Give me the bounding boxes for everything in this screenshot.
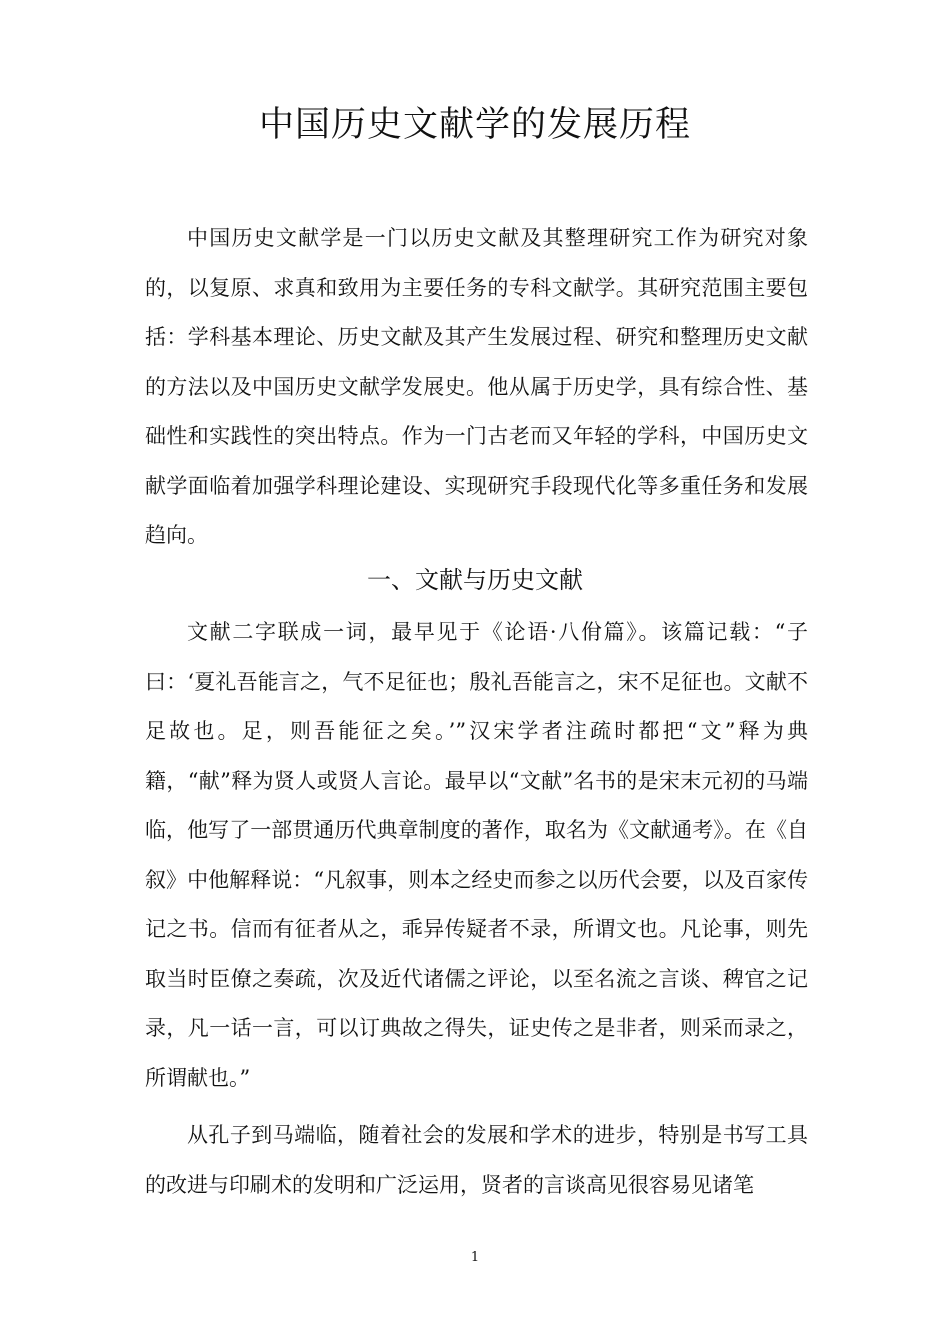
document-title: 中国历史文献学的发展历程	[258, 105, 691, 145]
wenxian-paragraph: 文献二字联成一词，最早见于《论语·八佾篇》。该篇记载：“子曰：‘夏礼吾能言之，气不足征也；殷礼吾能言之，宋不足征也。文献不足故也。足，则吾能征之矣。’”汉宋学者注疏时都把“文”释为典籍，“献”释为贤人或贤人言论。最早以“文献”名书的是宋末元初的马端临，他写了一部贯通历代典章制度的著作，取名为《文献通考》。在《自叙》中他解释说：“凡叙事，则本之经史而参之以历代会要，以及百家传记之书。信而有征者从之，乖异传疑者不录，所谓文也。凡论事，则先取当时臣僚之奏疏，次及近代诸儒之评论，以至名流之言谈、稗官之记录，凡一话一言，可以订典故之得失，证史传之是非者，则采而录之，所谓献也。”	[145, 620, 808, 1090]
kongzi-paragraph: 从孔子到马端临，随着社会的发展和学术的进步，特别是书写工具的改进与印刷术的发明和广泛运用，贤者的言谈高见很容易见诸笔	[145, 1123, 808, 1197]
page-number: 1	[470, 1250, 480, 1265]
section-heading: 一、文献与历史文献	[367, 566, 583, 594]
intro-paragraph: 中国历史文献学是一门以历史文献及其整理研究工作为研究对象的，以复原、求真和致用为主要任务的专科文献学。其研究范围主要包括：学科基本理论、历史文献及其产生发展过程、研究和整理历史文献的方法以及中国历史文献学发展史。他从属于历史学，具有综合性、基础性和实践性的突出特点。作为一门古老而又年轻的学科，中国历史文献学面临着加强学科理论建设、实现研究手段现代化等多重任务和发展趋向。	[145, 226, 808, 547]
